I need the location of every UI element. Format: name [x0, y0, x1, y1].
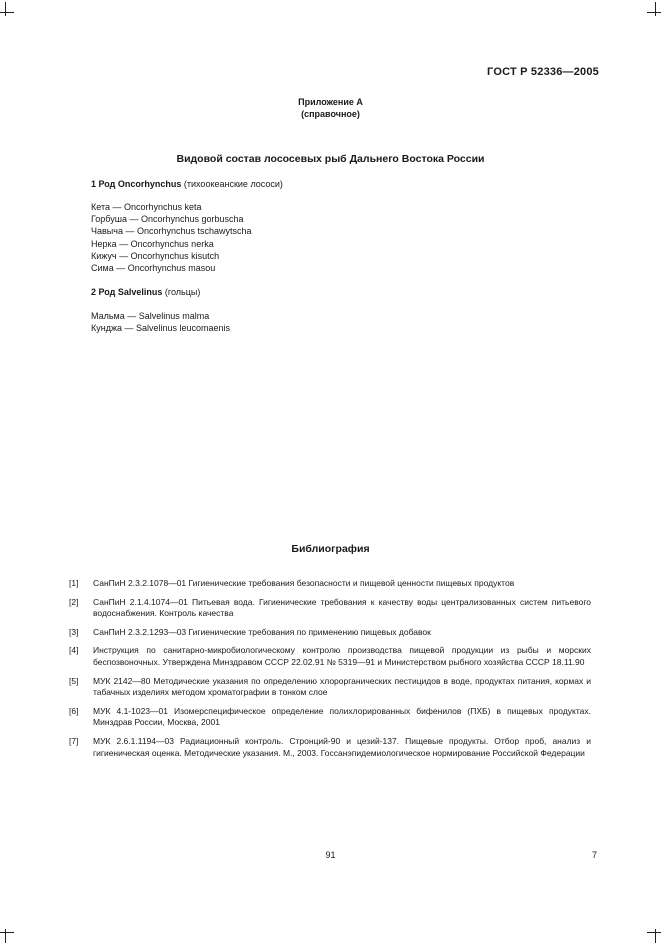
bibliography-entry: [69, 676, 591, 699]
entry-number: [4]: [69, 645, 79, 656]
entry-number: [6]: [69, 705, 79, 716]
bibliography-entry: [69, 706, 591, 729]
crop-mark: [647, 12, 661, 13]
entry-number: [2]: [69, 596, 79, 607]
entry-number: [3]: [69, 626, 79, 637]
entry-text: МУК 2.6.1.1194—03 Радиационный контроль. Стронций-90 и цезий-137. Пищевые продукты. Отбор проб, анализ и гигиеническая оценка. Методические указания. М., 2003. Госсанэпидемиологическое нормирование Российской Федерации: [93, 735, 591, 758]
entry-text: Инструкция по санитарно-микробиологическому контролю производства пищевой продукции из рыбы и морских беспозвоночных. Утверждена Минздравом СССР 22.02.91 № 5319—91 и Министерством рыбного хозяйства СССР 18.11.90: [93, 645, 591, 667]
entry-text: МУК 4.1-1023—01 Изомерспецифическое определение полихлорированных бифенилов (ПХБ) в пищевых продуктах. Минздрав России, Москва, 2001: [93, 705, 591, 728]
genus-note: (тихоокеанские лососи): [181, 179, 283, 189]
species-item: Кижуч — Oncorhynchus kisutch: [91, 250, 220, 261]
species-item: Мальма — Salvelinus malma: [91, 311, 210, 321]
genus-heading: [91, 287, 200, 297]
page-number-center: 91: [325, 850, 336, 860]
standard-number: ГОСТ Р 52336—2005: [487, 66, 599, 78]
genus-heading: [91, 179, 283, 189]
species-item: Сима — Oncorhynchus masou: [91, 263, 216, 274]
crop-mark: [655, 2, 656, 16]
bibliography-entry: [69, 736, 591, 759]
species-item: Горбуша — Oncorhynchus gorbuscha: [91, 214, 244, 225]
bibliography-list: [69, 578, 591, 766]
appendix-type: (справочное): [301, 109, 360, 119]
entry-number: [5]: [69, 675, 79, 686]
genus-name: 2 Род Salvelinus: [91, 287, 163, 297]
genus-note: (гольцы): [162, 287, 201, 297]
bibliography-entry: [69, 627, 591, 639]
appendix-label: [0, 96, 661, 120]
crop-mark: [0, 932, 14, 933]
species-list: [91, 201, 252, 274]
bibliography-entry: [69, 645, 591, 668]
entry-text: СанПиН 2.3.2.1078—01 Гигиенические требования безопасности и пищевой ценности пищевых продуктов: [93, 578, 515, 588]
page-number-right: 7: [591, 850, 597, 860]
bibliography-entry: [69, 597, 591, 620]
entry-number: [1]: [69, 578, 79, 588]
entry-text: СанПиН 2.3.2.1293—03 Гигиенические требования по применению пищевых добавок: [93, 626, 431, 637]
entry-text: СанПиН 2.1.4.1074—01 Питьевая вода. Гигиенические требования к качеству воды централизованных систем питьевого водоснабжения. Контроль качества: [93, 596, 591, 619]
entry-text: МУК 2142—80 Методические указания по определению хлорорганических пестицидов в воде, продуктах питания, кормах и табачных изделиях методом хроматографии в тонком слое: [93, 675, 591, 698]
bibliography-heading: Библиография: [291, 543, 370, 555]
page-title: Видовой состав лососевых рыб Дальнего Востока России: [176, 153, 485, 165]
species-item: Кета — Oncorhynchus keta: [91, 202, 202, 212]
crop-mark: [647, 932, 661, 933]
species-item: Чавыча — Oncorhynchus tschawytscha: [91, 226, 252, 237]
appendix-title: Приложение А: [298, 97, 363, 107]
species-item: Кунджа — Salvelinus leucomaenis: [91, 323, 231, 334]
crop-mark: [5, 2, 6, 16]
genus-name: 1 Род Oncorhynchus: [91, 179, 182, 189]
species-list: [91, 310, 230, 334]
species-item: Нерка — Oncorhynchus nerka: [91, 238, 214, 249]
entry-number: [7]: [69, 735, 79, 746]
bibliography-entry: [69, 578, 591, 590]
crop-mark: [0, 12, 14, 13]
